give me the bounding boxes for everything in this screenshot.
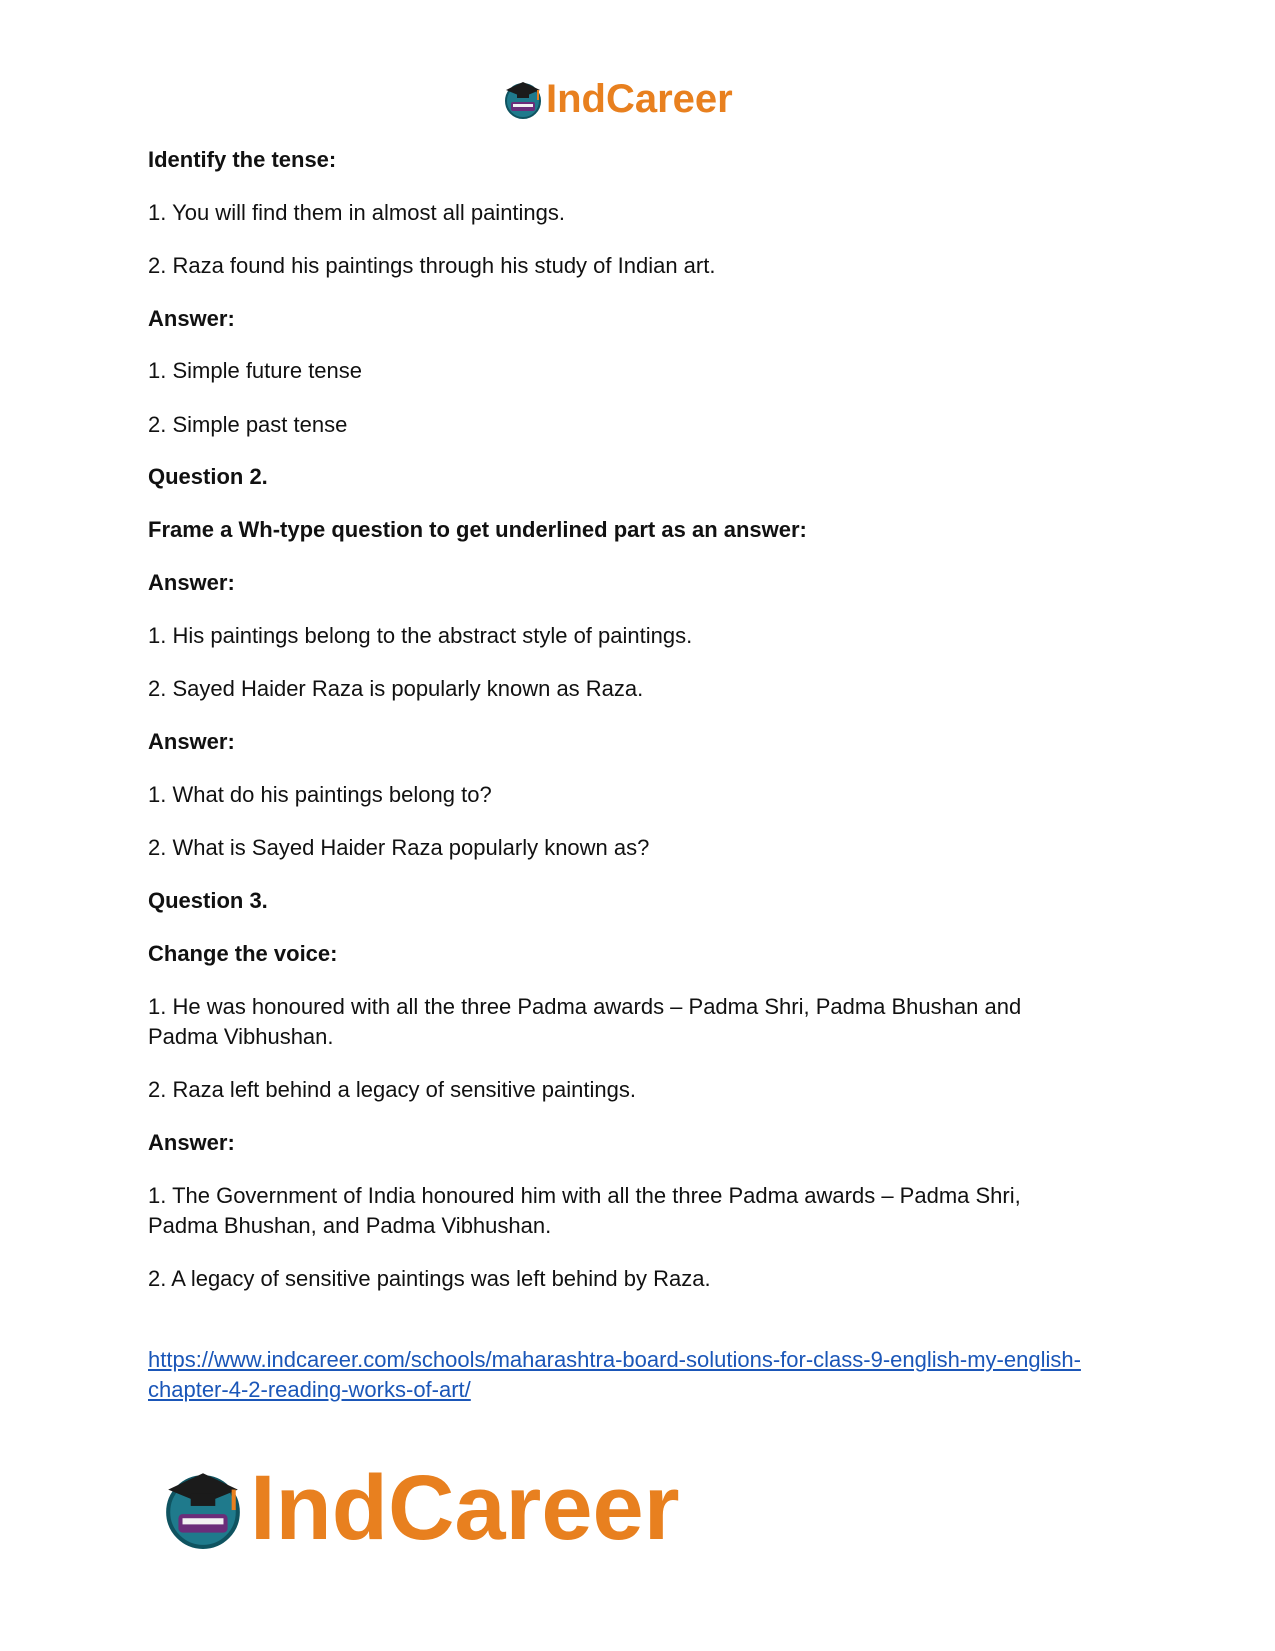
graduation-book-globe-icon: [160, 1465, 246, 1551]
list-item: 1. His paintings belong to the abstract style of paintings.: [148, 623, 693, 648]
graduation-book-globe-icon: [502, 78, 544, 120]
question-instruction: Frame a Wh-type question to get underlined part as an answer:: [148, 517, 807, 542]
list-item: 1. The Government of India honoured him with all the three Padma awards – Padma Shri,: [148, 1183, 1021, 1208]
list-item: 1. He was honoured with all the three Padma awards – Padma Shri, Padma Bhushan and: [148, 994, 1022, 1019]
answer-label: Answer:: [148, 570, 235, 595]
indcareer-logo-top: [502, 78, 733, 120]
question-instruction: Change the voice:: [148, 941, 338, 966]
section-heading: Identify the tense:: [148, 147, 337, 172]
list-item-continuation: Padma Vibhushan.: [148, 1024, 334, 1049]
source-link-line-2[interactable]: chapter-4-2-reading-works-of-art/: [148, 1377, 471, 1402]
list-item: 1. Simple future tense: [148, 358, 363, 383]
brand-name: IndCareer: [250, 1457, 680, 1559]
list-item: 2. Raza found his paintings through his study of Indian art.: [148, 253, 716, 278]
answer-label: Answer:: [148, 1130, 235, 1155]
list-item: 2. Simple past tense: [148, 412, 348, 437]
answer-label: Answer:: [148, 306, 235, 331]
question-label: Question 3.: [148, 888, 268, 913]
list-item: 2. Sayed Haider Raza is popularly known as Raza.: [148, 676, 644, 701]
list-item: 2. What is Sayed Haider Raza popularly known as?: [148, 835, 650, 860]
list-item: 2. Raza left behind a legacy of sensitive paintings.: [148, 1077, 636, 1102]
list-item: 1. What do his paintings belong to?: [148, 782, 492, 807]
question-label: Question 2.: [148, 464, 268, 489]
list-item: 1. You will find them in almost all paintings.: [148, 200, 566, 225]
brand-name: IndCareer: [546, 77, 733, 121]
list-item-continuation: Padma Bhushan, and Padma Vibhushan.: [148, 1213, 552, 1238]
indcareer-logo-bottom: [160, 1457, 680, 1559]
source-link-line-1[interactable]: https://www.indcareer.com/schools/maharashtra-board-solutions-for-class-9-english-my-english-: [148, 1347, 1081, 1372]
list-item: 2. A legacy of sensitive paintings was left behind by Raza.: [148, 1266, 711, 1291]
answer-label: Answer:: [148, 729, 235, 754]
